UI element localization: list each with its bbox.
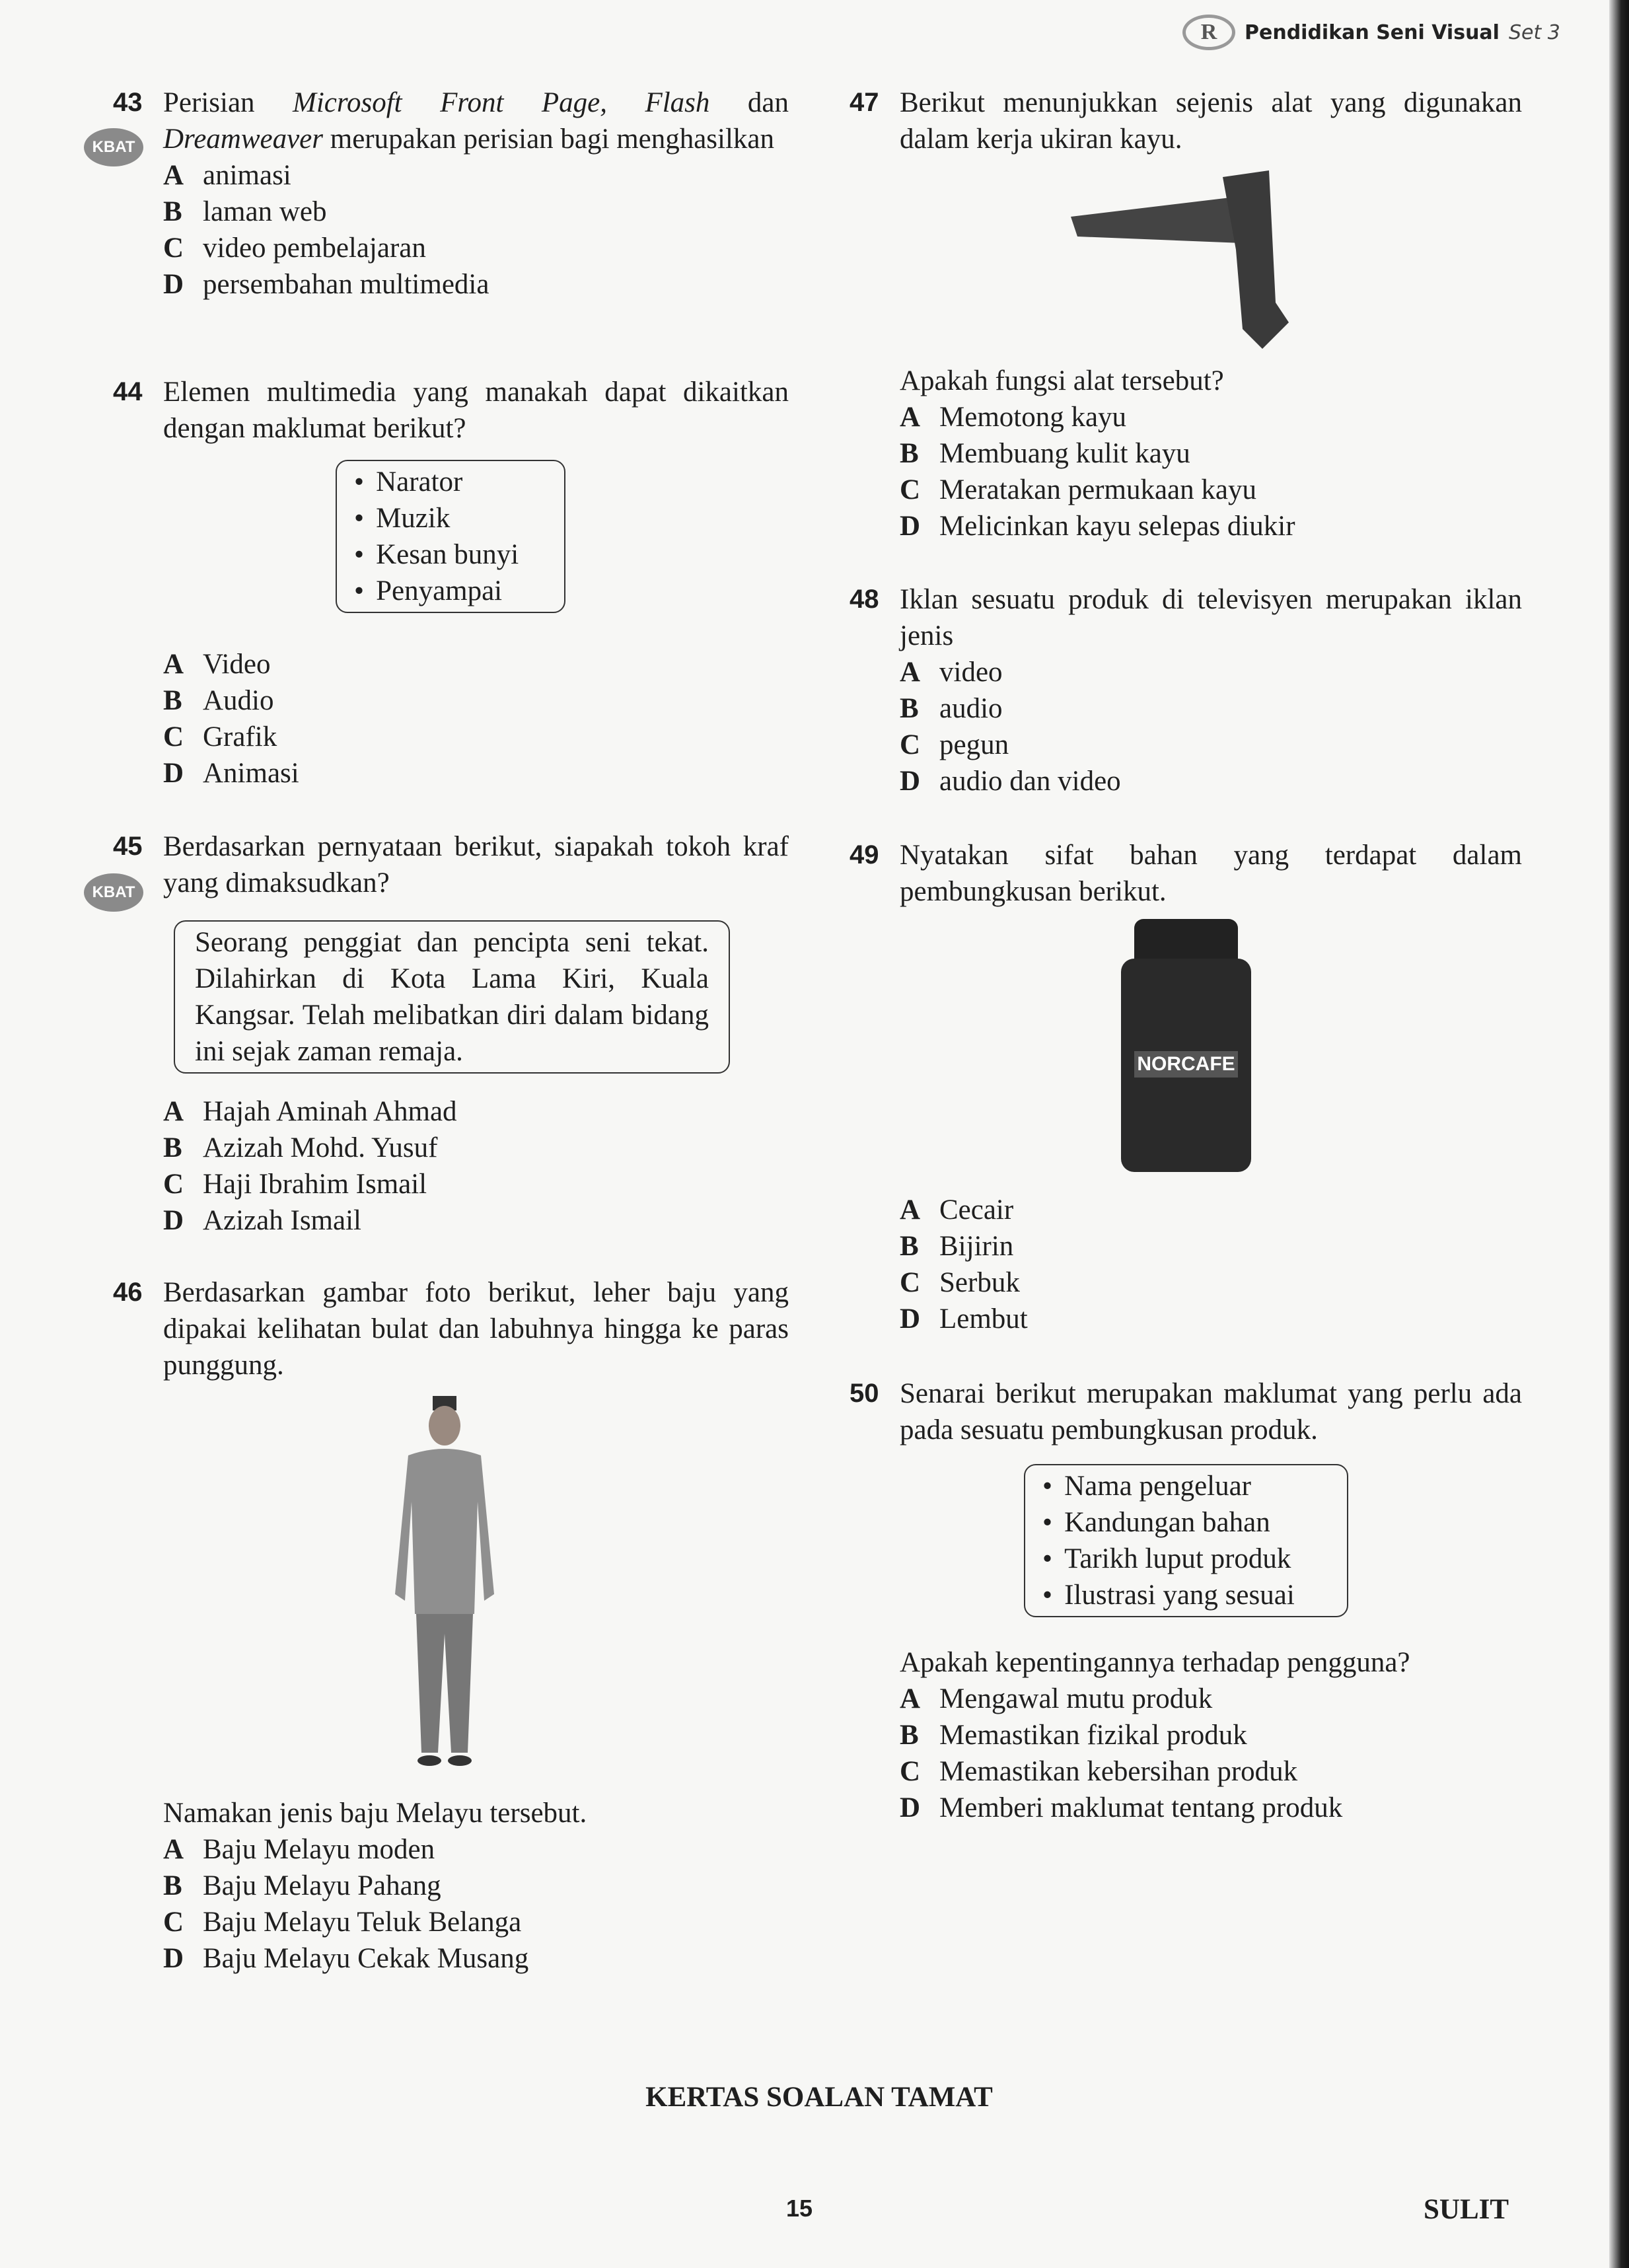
sulit-label: SULIT: [1424, 2194, 1509, 2225]
baju-melayu-photo: [369, 1396, 521, 1779]
question-stem: Elemen multimedia yang manakah dapat dikaitkan dengan maklumat berikut?: [163, 377, 789, 444]
option-a: A Hajah Aminah Ahmad: [163, 1096, 457, 1127]
option-d: D Memberi maklumat tentang produk: [900, 1792, 1343, 1823]
option-a: A Video: [163, 649, 271, 680]
question-stem: Berikut menunjukkan sejenis alat yang digunakan dalam kerja ukiran kayu.: [900, 87, 1522, 155]
question-47: [850, 85, 1522, 157]
question-number: 49: [850, 840, 879, 869]
publisher-logo: R: [1182, 15, 1235, 50]
question-stem: Senarai berikut merupakan maklumat yang perlu ada pada sesuatu pembungkusan produk.: [900, 1378, 1522, 1445]
question-number: 44: [113, 377, 143, 406]
option-d: D Melicinkan kayu selepas diukir: [900, 511, 1295, 542]
subject-title: Pendidikan Seni Visual: [1245, 20, 1500, 44]
question-stem: Iklan sesuatu produk di televisyen merupakan iklan jenis: [900, 584, 1522, 651]
option-b: B Memastikan fizikal produk: [900, 1720, 1247, 1751]
option-a: A Memotong kayu: [900, 402, 1127, 433]
question-50: [850, 1375, 1522, 1448]
coffee-jar-image: [1121, 919, 1251, 1172]
option-c: C Grafik: [163, 721, 277, 752]
end-of-paper: KERTAS SOALAN TAMAT: [645, 2082, 993, 2113]
option-c: C video pembelajaran: [163, 233, 426, 264]
question-44: [113, 374, 789, 447]
option-d: D audio dan video: [900, 766, 1121, 797]
question-48: [850, 581, 1522, 799]
option-d: D Baju Melayu Cekak Musang: [163, 1943, 529, 1974]
question-46-prompt: [163, 1795, 587, 1977]
question-stem: Nyatakan sifat bahan yang terdapat dalam pembungkusan berikut.: [900, 840, 1522, 907]
question-46: [113, 1274, 789, 1383]
option-c: C pegun: [900, 729, 1009, 760]
question-number: 47: [850, 88, 879, 117]
list-item: • Kandungan bahan: [1042, 1504, 1330, 1541]
option-b: B Azizah Mohd. Yusuf: [163, 1132, 438, 1163]
question-number: 46: [113, 1278, 143, 1307]
option-a: A Mengawal mutu produk: [900, 1683, 1213, 1714]
option-a: A video: [900, 657, 1003, 688]
option-d: D Azizah Ismail: [163, 1205, 361, 1236]
option-a: A animasi: [163, 160, 291, 191]
option-a: A Cecair: [900, 1194, 1014, 1225]
question-number: 50: [850, 1379, 879, 1408]
option-a: A Baju Melayu moden: [163, 1834, 435, 1865]
option-b: B laman web: [163, 196, 327, 227]
list-item: • Ilustrasi yang sesuai: [1042, 1577, 1330, 1613]
question-prompt: Apakah fungsi alat tersebut?: [900, 365, 1224, 396]
question-stem: Perisian Microsoft Front Page, Flash dan Dreamweaver merupakan perisian bagi menghasilkan: [163, 87, 789, 155]
wood-carving-tool-image: [1071, 170, 1295, 349]
scan-edge: [1609, 0, 1629, 2268]
list-item: • Tarikh luput produk: [1042, 1541, 1330, 1577]
statement-box-45: Seorang penggiat dan pencipta seni tekat. Dilahirkan di Kota Lama Kiri, Kuala Kangsar. Telah melibatkan diri dalam bidang ini sejak zaman remaja.: [174, 920, 730, 1074]
question-stem: Berdasarkan gambar foto berikut, leher baju yang dipakai kelihatan bulat dan labuhnya hingga ke paras punggung.: [163, 1277, 789, 1381]
list-item: • Nama pengeluar: [1042, 1468, 1330, 1504]
option-b: B audio: [900, 693, 1003, 724]
option-b: B Bijirin: [900, 1231, 1014, 1262]
question-prompt: Namakan jenis baju Melayu tersebut.: [163, 1798, 587, 1829]
question-number: 43: [113, 88, 143, 117]
list-item: • Muzik: [354, 500, 547, 536]
option-c: C Baju Melayu Teluk Belanga: [163, 1907, 522, 1938]
set-label: Set 3: [1508, 20, 1560, 44]
option-b: B Audio: [163, 685, 274, 716]
options-45: [163, 1093, 457, 1239]
question-number: 48: [850, 585, 879, 614]
question-50-prompt: [900, 1644, 1410, 1826]
question-stem: Berdasarkan pernyataan berikut, siapakah tokoh kraf yang dimaksudkan?: [163, 831, 789, 898]
options-49: [900, 1192, 1028, 1337]
options-44: [163, 646, 299, 791]
option-c: C Serbuk: [900, 1267, 1020, 1298]
option-d: D Animasi: [163, 758, 299, 789]
jar-label: NORCAFE: [1134, 1051, 1238, 1078]
page-header: [1182, 15, 1560, 50]
question-47-prompt: [900, 363, 1295, 544]
page-number: 15: [786, 2195, 813, 2222]
option-c: C Meratakan permukaan kayu: [900, 474, 1256, 505]
list-item: • Narator: [354, 464, 547, 500]
option-c: C Haji Ibrahim Ismail: [163, 1169, 427, 1200]
info-box-44: [336, 460, 565, 613]
option-c: C Memastikan kebersihan produk: [900, 1756, 1298, 1787]
kbat-badge: KBAT: [84, 873, 143, 912]
option-b: B Baju Melayu Pahang: [163, 1870, 441, 1901]
list-item: • Penyampai: [354, 573, 547, 609]
list-item: • Kesan bunyi: [354, 536, 547, 573]
option-d: D persembahan multimedia: [163, 269, 489, 300]
question-number: 45: [113, 832, 143, 861]
kbat-badge: KBAT: [84, 128, 143, 166]
option-d: D Lembut: [900, 1303, 1028, 1335]
question-prompt: Apakah kepentingannya terhadap pengguna?: [900, 1647, 1410, 1678]
option-b: B Membuang kulit kayu: [900, 438, 1190, 469]
info-box-50: [1024, 1464, 1348, 1617]
question-49: [850, 837, 1522, 910]
